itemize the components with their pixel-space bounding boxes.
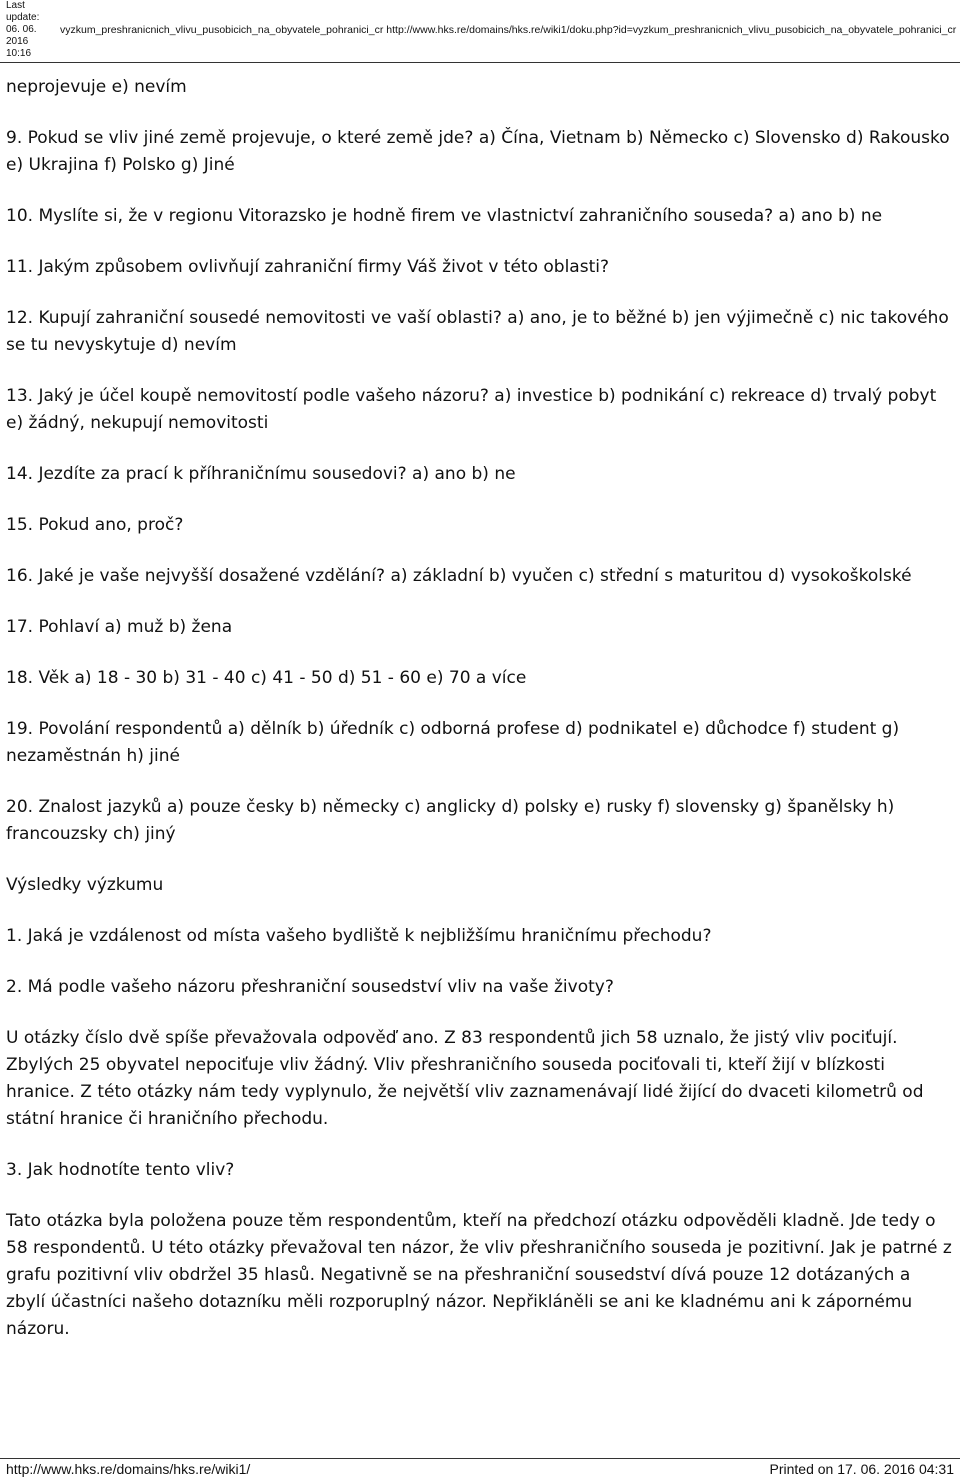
question-15: 15. Pokud ano, proč? (6, 515, 184, 535)
page-header (0, 0, 960, 63)
result-question-2: 2. Má podle vašeho názoru přeshraniční sousedství vliv na vaše životy? (6, 977, 614, 997)
question-13: 13. Jaký je účel koupě nemovitostí podle vašeho názoru? a) investice b) podnikání c) rekreace d) trvalý pobyt e) žádný, nekupují nemovitosti (6, 386, 937, 433)
update-date: 06. 06. (6, 24, 37, 35)
paragraph: neprojevuje e) nevím (6, 77, 187, 97)
question-20: 20. Znalost jazyků a) pouze česky b) německy c) anglicky d) polsky e) rusky f) slovensky g) španělsky h) francouzsky ch) jiný (6, 797, 895, 844)
question-11: 11. Jakým způsobem ovlivňují zahraniční firmy Váš život v této oblasti? (6, 257, 609, 277)
update-time: 10:16 (6, 48, 32, 59)
page-footer (0, 1458, 960, 1479)
question-19: 19. Povolání respondentů a) dělník b) úředník c) odborná profese d) podnikatel e) důchodce f) student g) nezaměstnán h) jiné (6, 719, 900, 766)
last-label: Last (6, 0, 25, 11)
printed-date: Printed on 17. 06. 2016 04:31 (769, 1461, 954, 1477)
question-14: 14. Jezdíte za prací k příhraničnímu sousedovi? a) ano b) ne (6, 464, 516, 484)
question-17: 17. Pohlaví a) muž b) žena (6, 617, 233, 637)
page-path: vyzkum_preshranicnich_vlivu_pusobicich_na_obyvatele_pohranici_cr http://www.hks.re/domains/hks.re/wiki1/doku.php?id=vyzkum_preshranicnich_vlivu_pusobicich_na_obyvatele_pohranici_cr (60, 24, 957, 36)
question-9: 9. Pokud se vliv jiné země projevuje, o které země jde? a) Čína, Vietnam b) Německo c) Slovensko d) Rakousko e) Ukrajina f) Polsko g) Jiné (6, 128, 950, 175)
result-question-3: 3. Jak hodnotíte tento vliv? (6, 1160, 235, 1180)
document-body (6, 74, 954, 1367)
question-12: 12. Kupují zahraniční sousedé nemovitosti ve vaší oblasti? a) ano, je to běžné b) jen výjimečně c) nic takového se tu nevyskytuje d) nevím (6, 308, 949, 355)
question-16: 16. Jaké je vaše nejvyšší dosažené vzdělání? a) základní b) vyučen c) střední s maturitou d) vysokoškolské (6, 566, 912, 586)
result-question-1: 1. Jaká je vzdálenost od místa vašeho bydliště k nejbližšímu hraničnímu přechodu? (6, 926, 712, 946)
section-heading: Výsledky výzkumu (6, 875, 164, 895)
question-18: 18. Věk a) 18 - 30 b) 31 - 40 c) 41 - 50 d) 51 - 60 e) 70 a více (6, 668, 527, 688)
result-text-2: U otázky číslo dvě spíše převažovala odpověď ano. Z 83 respondentů jich 58 uznalo, že jistý vliv pociťují. Zbylých 25 obyvatel nepociťuje vliv žádný. Vliv přeshraničního souseda pociťovali ti, kteří žijí v blízkosti hranice. Z této otázky nám tedy vyplynulo, že největší vliv zaznamenávají lidé žijící do dvaceti kilometrů od státní hranice či hraničního přechodu. (6, 1028, 924, 1129)
update-label: update: (6, 12, 40, 23)
result-text-3: Tato otázka byla položena pouze těm respondentům, kteří na předchozí otázku odpověděli kladně. Jde tedy o 58 respondentů. U této otázky převažoval ten názor, že vliv přeshraničního souseda je pozitivní. Jak je patrné z grafu pozitivní vliv obdržel 35 hlasů. Negativně se na přeshraniční sousedství dívá pouze 12 dotázaných a zbylí účastníci našeho dotazníku měli rozporuplný názor. Nepřikláněli se ani ke kladnému ani k zápornému názoru. (6, 1211, 952, 1339)
update-year: 2016 (6, 36, 29, 47)
question-10: 10. Myslíte si, že v regionu Vitorazsko je hodně firem ve vlastnictví zahraničního souseda? a) ano b) ne (6, 206, 883, 226)
footer-url: http://www.hks.re/domains/hks.re/wiki1/ (6, 1461, 251, 1477)
